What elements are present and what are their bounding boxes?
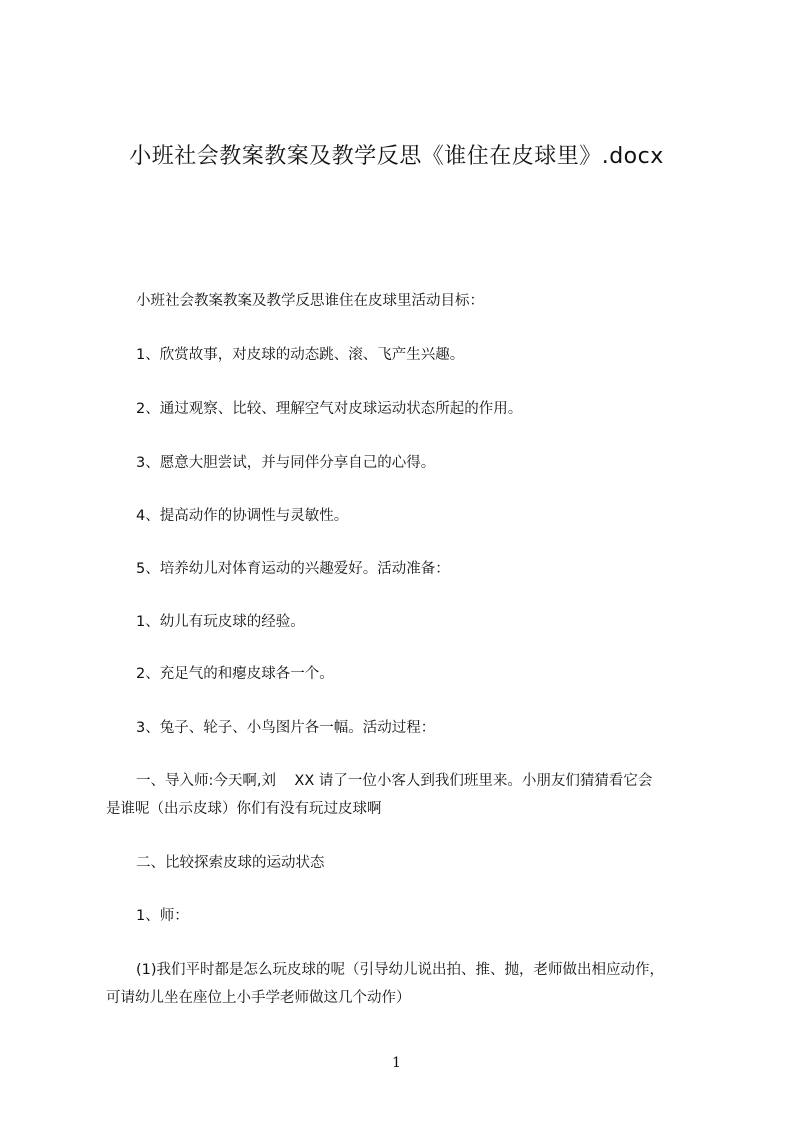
paragraph-prep-1: 1、幼儿有玩皮球的经验。 xyxy=(136,614,305,630)
paragraph-prep-3: 3、兔子、轮子、小鸟图片各一幅。活动过程： xyxy=(136,720,436,736)
paragraph-goal-1: 1、欣赏故事，对皮球的动态跳、滚、飞产生兴趣。 xyxy=(136,347,465,363)
paragraph-goal-2: 2、通过观察、比较、理解空气对皮球运动状态所起的作用。 xyxy=(136,401,523,417)
paragraph-goal-3: 3、愿意大胆尝试，并与同伴分享自己的心得。 xyxy=(136,455,436,471)
paragraph-step-2-1-a-line-2: 可请幼儿坐在座位上小手学老师做这几个动作） xyxy=(106,990,411,1006)
paragraph-step-1-line-1: 一、导入师:今天啊,刘 XX 请了一位小客人到我们班里来。小朋友们猜猜看它会 xyxy=(136,773,653,789)
paragraph-step-2-1-a-line-1: (1)我们平时都是怎么玩皮球的呢（引导幼儿说出拍、推、抛，老师做出相应动作， xyxy=(136,962,665,978)
paragraph-step-1-line-2: 是谁呢（出示皮球）你们有没有玩过皮球啊 xyxy=(106,801,382,817)
paragraph-goal-5: 5、培养幼儿对体育运动的兴趣爱好。活动准备： xyxy=(136,561,450,577)
paragraph-goal-4: 4、提高动作的协调性与灵敏性。 xyxy=(136,508,349,524)
paragraph-prep-2: 2、充足气的和瘪皮球各一个。 xyxy=(136,666,334,682)
page-number: 1 xyxy=(392,1055,401,1071)
paragraph-intro: 小班社会教案教案及教学反思谁住在皮球里活动目标： xyxy=(136,293,484,309)
paragraph-step-2: 二、比较探索皮球的运动状态 xyxy=(136,855,325,871)
paragraph-step-2-1: 1、师： xyxy=(136,908,189,924)
document-title: 小班社会教案教案及教学反思《谁住在皮球里》.docx xyxy=(129,144,664,169)
